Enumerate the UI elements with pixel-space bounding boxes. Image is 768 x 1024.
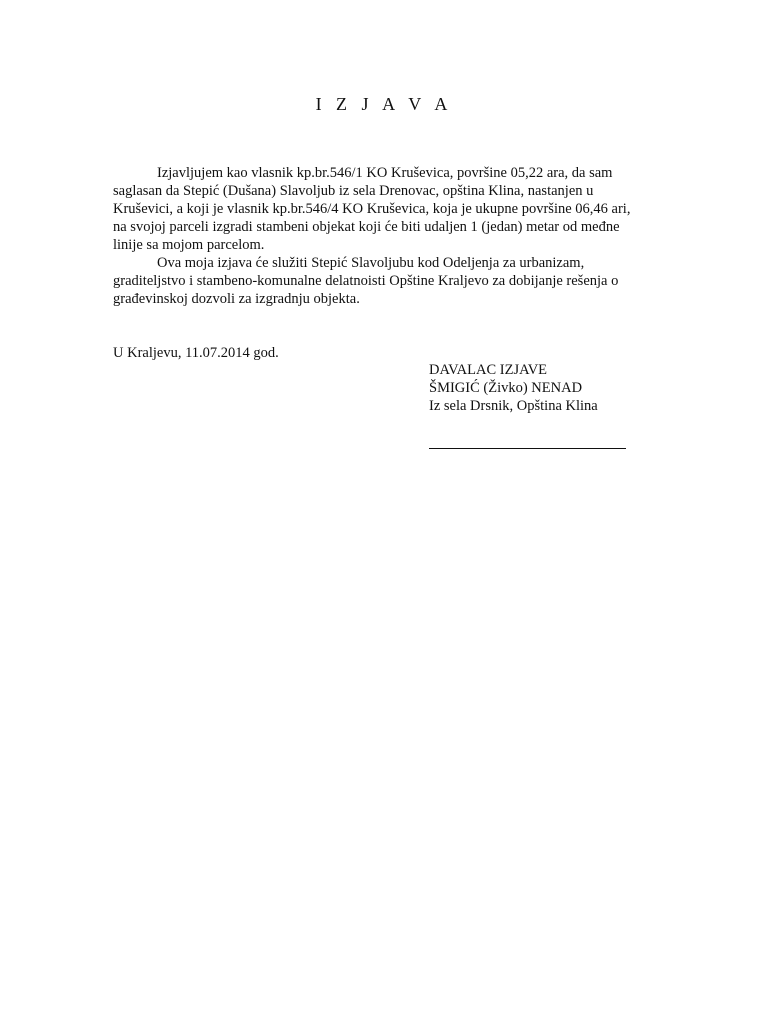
declarant-heading: DAVALAC IZJAVE	[429, 362, 548, 378]
declarant-block	[429, 361, 749, 415]
paragraph1-line-2: saglasan da Stepić (Dušana) Slavoljub iz sela Drenovac, opština Klina, nastanjen u	[113, 183, 594, 199]
declarant-address: Iz sela Drsnik, Opština Klina	[429, 398, 598, 414]
paragraph2-line-3: građevinskoj dozvoli za izgradnju objekta.	[113, 291, 360, 307]
statement-body	[113, 164, 673, 308]
paragraph1-line-5: linije sa mojom parcelom.	[113, 237, 265, 253]
paragraph1-line-1: Izjavljujem kao vlasnik kp.br.546/1 KO Kruševica, površine 05,22 ara, da sam	[157, 165, 613, 181]
signature-line	[429, 448, 626, 449]
document-title: I Z J A V A	[315, 94, 453, 114]
paragraph2-line-2: graditeljstvo i stambeno-komunalne delatnoisti Opštine Kraljevo za dobijanje rešenja o	[113, 273, 619, 289]
place-and-date: U Kraljevu, 11.07.2014 god.	[113, 345, 279, 361]
declarant-name: ŠMIGIĆ (Živko) NENAD	[429, 380, 583, 396]
paragraph2-line-1: Ova moja izjava će služiti Stepić Slavoljubu kod Odeljenja za urbanizam,	[157, 255, 585, 271]
paragraph1-line-3: Kruševici, a koji je vlasnik kp.br.546/4 KO Kruševica, koja je ukupne površine 06,46 ari,	[113, 201, 631, 217]
paragraph1-line-4: na svojoj parceli izgradi stambeni objekat koji će biti udaljen 1 (jedan) metar od međne	[113, 219, 620, 235]
